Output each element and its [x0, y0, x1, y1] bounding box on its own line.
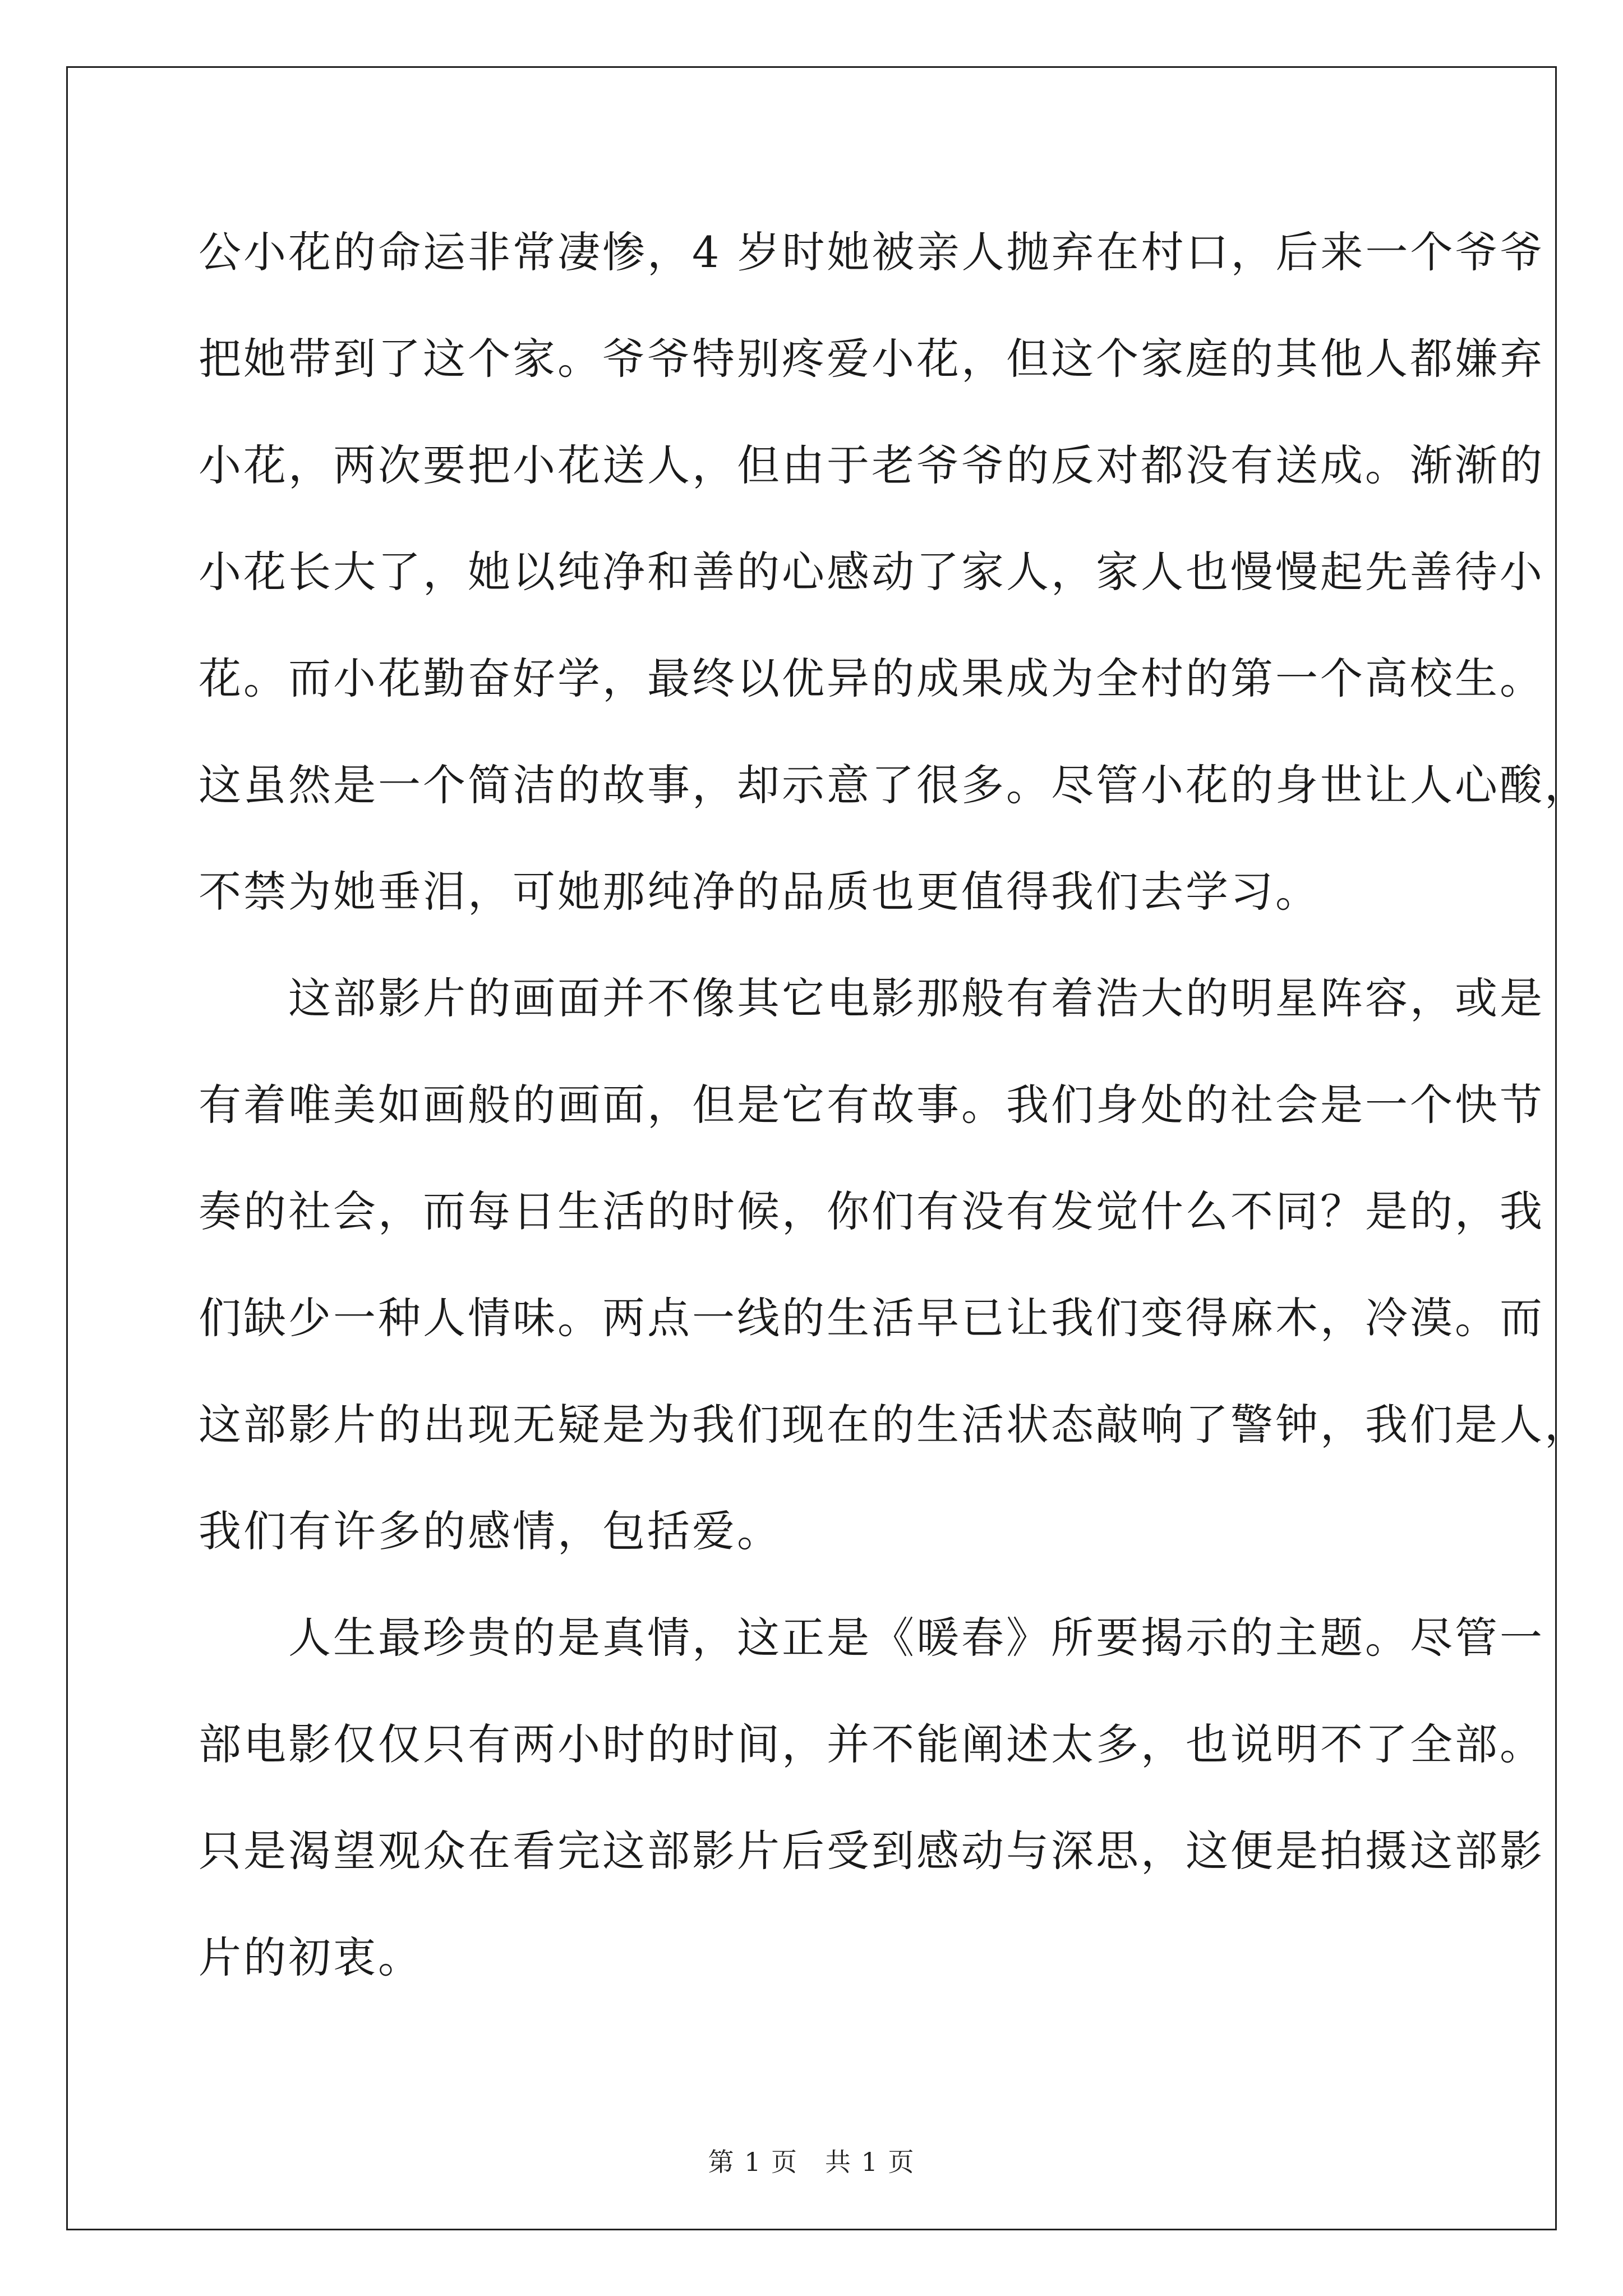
text-line: 小花长大了，她以纯净和善的心感动了家人，家人也慢慢起先善待小: [199, 547, 1544, 597]
text-line: 们缺少一种人情味。两点一线的生活早已让我们变得麻木，冷漠。而: [199, 1293, 1544, 1343]
paragraph-start-line: 人生最珍贵的是真情，这正是《暖春》所要揭示的主题。尽管一: [199, 1613, 1544, 1663]
text-line: 这部影片的出现无疑是为我们现在的生活状态敲响了警钟，我们是人，: [199, 1400, 1589, 1450]
document-body: [199, 208, 1589, 2019]
text-line: 只是渴望观众在看完这部影片后受到感动与深思，这便是拍摄这部影: [199, 1826, 1544, 1876]
text-line: 把她带到了这个家。爷爷特别疼爱小花，但这个家庭的其他人都嫌弃: [199, 334, 1544, 384]
text-line: 小花，两次要把小花送人，但由于老爷爷的反对都没有送成。渐渐的: [199, 440, 1544, 490]
text-line: 部电影仅仅只有两小时的时间，并不能阐述太多，也说明不了全部。: [199, 1719, 1544, 1769]
text-line: 不禁为她垂泪，可她那纯净的品质也更值得我们去学习。: [199, 867, 1320, 917]
text-line: 公小花的命运非常凄惨，4 岁时她被亲人抛弃在村口，后来一个爷爷: [199, 227, 1545, 277]
text-line: 有着唯美如画般的画面，但是它有故事。我们身处的社会是一个快节: [199, 1080, 1544, 1130]
text-line: 我们有许多的感情，包括爱。: [199, 1506, 782, 1556]
page-number-footer: 第 1 页 共 1 页: [708, 2147, 915, 2177]
text-line: 奏的社会，而每日生活的时候，你们有没有发觉什么不同？是的，我: [199, 1186, 1544, 1236]
text-line: 这虽然是一个简洁的故事，却示意了很多。尽管小花的身世让人心酸，: [199, 760, 1589, 810]
text-line: 花。而小花勤奋好学，最终以优异的成果成为全村的第一个高校生。: [199, 654, 1544, 703]
paragraph-start-line: 这部影片的画面并不像其它电影那般有着浩大的明星阵容，或是: [199, 973, 1544, 1023]
text-line: 片的初衷。: [199, 1932, 423, 1982]
